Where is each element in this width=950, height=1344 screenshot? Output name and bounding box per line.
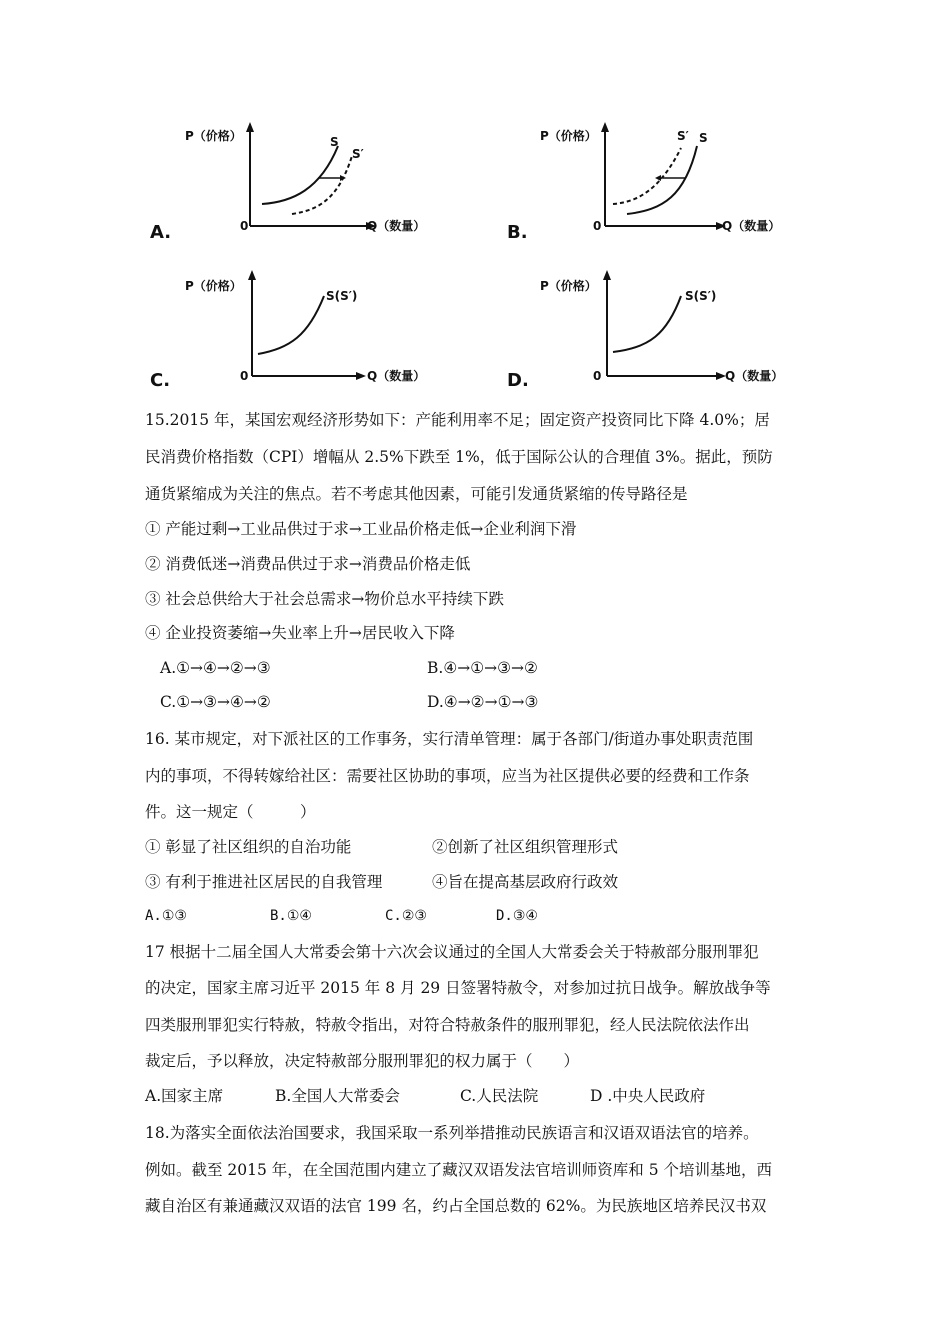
graph-a-letter: A. (150, 222, 172, 243)
curve-label: S(S′) (326, 289, 358, 303)
q15-stem-line-1: 15.2015 年，某国宏观经济形势如下：产能利用率不足；固定资产投资同比下降 4.0%；居 (145, 411, 770, 429)
q16-item-4: ④旨在提高基层政府行政效 (432, 873, 619, 891)
q16-stem-line-1: 16. 某市规定，对下派社区的工作事务，实行清单管理：属于各部门/街道办事处职责范围 (145, 730, 754, 748)
q17-option-b[interactable]: B.全国人大常委会 (275, 1087, 400, 1105)
q17-stem-line-2: 的决定，国家主席习近平 2015 年 8 月 29 日签署特赦令，对参加过抗日战争。解放战争等 (145, 979, 771, 997)
q16-stem-line-3: 件。这一规定（ ） (145, 803, 316, 821)
p-axis-label: P（价格） (540, 129, 597, 143)
q17-option-c[interactable]: C.人民法院 (460, 1087, 539, 1105)
q18-stem-line-2: 例如。截至 2015 年，在全国范围内建立了藏汉双语发法官培训师资库和 5 个培训基地，西 (145, 1161, 773, 1179)
q16-item-2: ②创新了社区组织管理形式 (432, 838, 619, 856)
q15-item-1: ① 产能过剩→工业品供过于求→工业品价格走低→企业利润下滑 (145, 520, 577, 538)
q16-option-b[interactable]: B.①④ (270, 908, 312, 924)
q17-stem-line-3: 四类服刑罪犯实行特赦，特赦令指出，对符合特赦条件的服刑罪犯，经人民法院依法作出 (145, 1016, 750, 1034)
q17-stem-line-1: 17 根据十二届全国人大常委会第十六次会议通过的全国人大常委会关于特赦部分服刑罪犯 (145, 943, 759, 961)
curve-s-label: S (699, 131, 708, 145)
q16-item-1: ① 彰显了社区组织的自治功能 (145, 838, 352, 856)
curve-s-prime-label: S′ (352, 147, 364, 161)
graph-d (535, 268, 800, 388)
q-axis-label: Q（数量） (725, 369, 784, 383)
curve-label: S(S′) (685, 289, 717, 303)
origin-label: 0 (240, 219, 249, 233)
q16-stem-line-2: 内的事项，不得转嫁给社区：需要社区协助的事项，应当为社区提供必要的经费和工作条 (145, 767, 750, 785)
graph-d-letter: D. (507, 370, 529, 391)
graph-c (180, 268, 440, 388)
p-axis-label: P（价格） (540, 279, 597, 293)
q15-stem-line-3: 通货紧缩成为关注的焦点。若不考虑其他因素，可能引发通货紧缩的传导路径是 (145, 485, 688, 503)
graph-b-letter: B. (507, 222, 528, 243)
q15-option-d[interactable]: D.④→②→①→③ (427, 693, 539, 711)
p-axis-label: P（价格） (185, 279, 242, 293)
q16-item-3: ③ 有利于推进社区居民的自我管理 (145, 873, 383, 891)
p-axis-label: P（价格） (185, 129, 242, 143)
origin-label: 0 (240, 369, 249, 383)
q15-option-b[interactable]: B.④→①→③→② (427, 659, 538, 677)
curve-s-prime-label: S′ (677, 129, 689, 143)
q16-option-c[interactable]: C.②③ (385, 908, 427, 924)
q16-option-a[interactable]: A.①③ (145, 908, 187, 924)
q15-option-c[interactable]: C.①→③→④→② (160, 693, 271, 711)
curve-s-label: S (330, 135, 339, 149)
q16-option-d[interactable]: D.③④ (496, 908, 538, 924)
q15-item-4: ④ 企业投资萎缩→失业率上升→居民收入下降 (145, 624, 455, 642)
origin-label: 0 (593, 369, 602, 383)
q-axis-label: Q（数量） (367, 219, 426, 233)
graph-a (180, 118, 440, 243)
q18-stem-line-1: 18.为落实全面依法治国要求，我国采取一系列举措推动民族语言和汉语双语法官的培养。 (145, 1124, 759, 1142)
q18-stem-line-3: 藏自治区有兼通藏汉双语的法官 199 名，约占全国总数的 62%。为民族地区培养民汉书双 (145, 1197, 767, 1215)
q17-option-d[interactable]: D .中央人民政府 (590, 1087, 706, 1105)
q17-option-a[interactable]: A.国家主席 (145, 1087, 224, 1105)
q-axis-label: Q（数量） (722, 219, 781, 233)
q15-item-3: ③ 社会总供给大于社会总需求→物价总水平持续下跌 (145, 590, 504, 608)
graph-b (535, 118, 800, 243)
q15-option-a[interactable]: A.①→④→②→③ (160, 659, 271, 677)
q17-stem-line-4: 裁定后，予以释放，决定特赦部分服刑罪犯的权力属于（ ） (145, 1052, 580, 1070)
q15-stem-line-2: 民消费价格指数（CPI）增幅从 2.5%下跌至 1%，低于国际公认的合理值 3%。据此，预防 (145, 448, 773, 466)
origin-label: 0 (593, 219, 602, 233)
graph-c-letter: C. (150, 370, 171, 391)
q-axis-label: Q（数量） (367, 369, 426, 383)
q15-item-2: ② 消费低迷→消费品供过于求→消费品价格走低 (145, 555, 471, 573)
